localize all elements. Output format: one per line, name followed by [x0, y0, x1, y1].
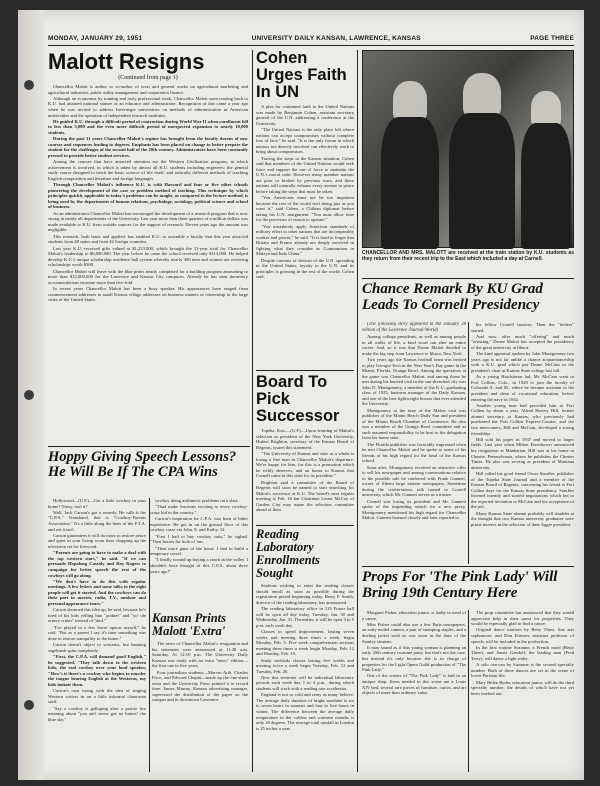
props-headline: Props For 'The Pink Lady' Will Bring 19th Century Here	[362, 569, 558, 601]
paragraph: "We don't have to do this with regular meetings. A few letters and some talks to the right people will get it started. And the cowboys can do their part in movies, radio, T.V., outdoor and personal appearance tours."	[48, 578, 146, 607]
masthead-date: MONDAY, JANUARY 29, 1951	[48, 35, 143, 42]
column-rule	[357, 50, 358, 772]
malott-body	[48, 84, 248, 303]
paragraph: "Say a cowboy is galloping after a prairie fire meaning about "you ain't never got no brains" the blue sky."	[48, 705, 146, 722]
masthead-paper: UNIVERSITY DAILY KANSAN, LAWRENCE, KANSAS	[251, 35, 421, 42]
paragraph: The kind appraisal spoken by John Montgomery two years ago is not far unlike a chance acquaintanceship with a K.U. grad which put Deane McCain in the president's chair at Kansas State college last fall.	[471, 351, 574, 373]
paragraph: his fellow Cornell trustees. Then the "feelers" started.	[471, 322, 574, 333]
binder-hole	[24, 700, 34, 710]
extra-headline: Kansan Prints Malott 'Extra'	[152, 612, 226, 638]
regents-headline: Board To Pick Successor	[256, 374, 340, 425]
paragraph: The reading laboratory office in 119 Fraser hall will be open all day today, Tuesday, Jan. 30 and Wednesday, Jan. 31. Thereafter, it will be open 3 to 5 p.m. each week day.	[256, 605, 354, 628]
paragraph: The news of Chancellor Malott's resignation and his statement were announced at 11:38 a.m. Saturday. At 12:10 p.m. The University Daily Kansan was ready with an extra "news" edition—the first one in five years.	[152, 641, 248, 669]
paragraph: Cornell was losing its president and Mr. Gannett spoke of the impending search for a new prexy. Montgomery mentioned his high regard for Chancellor Malott. Gannett listened closely and later reported to	[362, 498, 466, 521]
paragraph: Well, Jack Carson's got a remedy. He calls it the "C.P.A." Translated, that is "Cowboy-Parents Association." It's a little along the lines of the P.T.A. and yet it isn't.	[48, 509, 146, 532]
paragraph: "The United Nations is the only place left where nations can accept compromises without complete loss of face," he said. "It is the only forum in which nations too directly involved can effectively work to bring about compromises.	[256, 126, 354, 155]
paragraph: "You Americans must not be too impatient because the rest of the world isn't doing just as you want it," said Cohen, a Chilean diplomat before taking his U.N. assignment. "You must allow time for the processes of reason to operate."	[256, 195, 354, 223]
paragraph: "The University of Kansas and state as a whole is losing a fine man in Chancellor Malott's departure. We're happy for him, for this is a promotion which he richly deserves, and an honor to Kansas that Cornell came to this state for its president."	[256, 450, 354, 479]
chance-col-2	[471, 322, 574, 564]
paragraph: Among the courses that have attracted attention are the Western Civilization program, in which achievement is involved, in which is taken by almost all K.U. students including engineers; the general study course designed to teach the basic science of life itself; and radically different methods of teaching English composition and literature and foreign languages.	[48, 159, 248, 181]
hoppy-col-2	[150, 498, 248, 608]
photo-figure	[393, 81, 427, 121]
binder-hole	[24, 80, 34, 90]
regents-body	[256, 428, 354, 513]
paragraph: "You mistakenly apply American standards of military effort to other nations that are incomparably weaker and poorer," he said. "It is hard to forget that Britain and France already are deeply involved in fighting what they consider as Communism in Malaya and Indo China."	[256, 223, 354, 257]
column-rule	[468, 610, 469, 772]
paragraph: Although an economist by training and early professional work, Chancellor Malott soon coming back to K.U. had attained national stature as an educator and administrator. Recognition of this came a year ago when he was invited to address Invernegie universities on methods of administration in American universities and the operation of independent research institutes.	[48, 95, 248, 118]
paragraph: "Then more guns of the horse. I had to build a temporary corral.	[150, 545, 248, 557]
paragraph: cowboy doing arithmetic problems on a slate.	[155, 498, 239, 503]
malott-story	[48, 50, 248, 443]
hoppy-headline-box	[48, 450, 248, 496]
reading-headline: Reading Laboratory Enrollments Sought	[256, 528, 320, 580]
binding-strip	[18, 10, 44, 780]
section-rule	[362, 566, 574, 567]
paragraph: Four journalism students—Marvin Arth, Charles Price, and Edward Chapin—made up the one-sheet extra and the University Press printed it in record time. James Murray, Kansan advertising manager, supervised the distribution of the paper on the campus and in downtown Lawrence.	[152, 669, 248, 703]
paragraph: Montgomery at the time of the Malott visit was publisher of the Miami Beach Daily Sun and president of the Miami Beach Chamber of Commerce. He also was a member of the Orange Bowl committee and as such assumed responsibility to be host to the delegation from his home state.	[362, 407, 466, 441]
props-col-1	[362, 610, 466, 772]
malott-headline: Malott Resigns	[48, 50, 205, 74]
cohen-headline: Cohen Urges Faith In UN	[256, 50, 347, 101]
paragraph: Another young man had preceded him to Fort Collins by about a year, Alfred Harvey Hill, former alumni secretary at Kansas, who previously had purchased the Fort Collins Express-Courier, and the two newcomers, Hill and McCain, developed a strong friendship.	[471, 402, 574, 436]
train-station-photo	[362, 50, 574, 248]
props-headline-box	[362, 569, 574, 607]
paragraph: Among college presidents, as well as among people in all walks of life, a kind word can alter an entire career. And, so it was that Deane Malott decided to make the big step from Lawrence to Ithaca, New York.	[362, 333, 466, 356]
paragraph: Classes in speed improvement, lasting seven weeks and meeting three times a week, begin Monday, Feb. 5. Five week comprehension sections meeting three times a week begin Monday, Feb. 12 and Monday, Feb. 19.	[256, 628, 354, 657]
reading-story	[256, 528, 354, 772]
extra-body	[152, 641, 248, 703]
chance-col-1	[362, 322, 466, 564]
masthead-page: PAGE THREE	[530, 35, 574, 42]
malott-continued: (Continued from page 1)	[118, 75, 178, 81]
paragraph: The prop committee has announced that they would appreciate help in their quest for properties. They would be especially glad to find a canoe.	[471, 610, 574, 627]
paragraph: "I finally wound up buying a ranch in the valley. I shouldn't have thought of this C.P.A. about three years ago!"	[150, 557, 248, 574]
binder-hole	[24, 390, 34, 400]
cohen-body	[256, 104, 354, 280]
paragraph: "Parents are going to have to make a deal with the top western stars," he said. "If we can persuade Hopalong Cassidy and Roy Rogers to campaign for better speech the rest of the cowboys will go along.	[48, 550, 146, 578]
paragraph: Despite currents of distrust of the U.N. spreading in the United States, loyalty to the U.N. and its principles is growing in the rest of the world, Cohen said.	[256, 257, 354, 280]
props-col-2	[471, 610, 574, 772]
paragraph: In the first routine Suzanne, a French maid (Betty Thiee), and James Gandolf, the leading man (Fred Terry), will dance a light waltz.	[471, 644, 574, 661]
extra-story	[152, 612, 248, 772]
masthead	[48, 32, 574, 46]
paragraph: It may sound as if this young woman is planning an early 20th century costume party, but that's not the case, but instead it's only because she is in charge of properties for the Light Opera Guild production of "The Pink Lady."	[362, 644, 466, 673]
section-rule	[256, 370, 354, 371]
photo-figure	[381, 117, 439, 249]
paragraph: New this semester will be individual laboratory periods each week day 1 to 4 p.m., during which students will work with a reading rate accelerator.	[256, 674, 354, 692]
paragraph: Miss Fisher could also use a few Paris newspapers, an early model camera, a pair of stomping staples, and a dueling jacket such as was worn in the days of the Stanley steamer.	[362, 621, 466, 644]
paragraph: Carson's own trying with the idea of singing Western writers in on a little informal classroom stuff.	[48, 688, 146, 705]
chance-headline: Chance Remark By KU Grad Leads To Cornell Presidency	[362, 281, 543, 313]
column-rule	[468, 322, 469, 564]
paragraph: "First, the C.P.A. will demand good English," he suggested. "They talk down to the western kids, the real cowboy over your loud speaker, "How's it there's a cowboy who begins to murder the tongue hearing English at the Westerns, my kids imitate them.	[48, 654, 146, 687]
paragraph: Chancellor Malott is author or co-author of texts and general works on agricultural marketing and agricultural industries, public utility management and corporation finance.	[48, 84, 248, 95]
section-rule	[256, 525, 354, 526]
column-rule	[252, 50, 253, 772]
paragraph: Topeka, Kan.—(U.P.)—Upon learning of Malott's selection as president of the New York University, Hubert Brighton, secretary of the Kansas Board of Regents, issued this statement:	[256, 428, 354, 450]
paragraph: He guided K.U. through a difficult period of contraction during World War II when enrollment fell to less than 3,000 and the even more difficult period of unexpected expansion to nearly 10,000 students.	[48, 118, 248, 135]
paragraph: This research, both basic and applied, has enabled K.U. to assemble a faculty that this year attracted students from 48 states and from 42 foreign countries.	[48, 233, 248, 245]
newspaper-sheet	[18, 10, 584, 780]
paragraph: Last year K.U. received gifts valued at $1,233,000, which brought the 11-year total for Chancellor Malott's leadership to $6,880,000. The year before he came the school received only $113,000. He helped develop K.U.'s unique scholarship residence hall system whereby nearly 300 men and women are receiving scholarships worth $300.	[48, 245, 248, 268]
column-rule	[149, 498, 150, 772]
paragraph: Hill called his good friend Oscar Stauffer, publisher of the Topeka State Journal and a member of the Kansas Board of Regents, concerning his friend at Fort Collins days for the Kansas State presidency. Stauffer listened intently and started negotiations which led to the reported invitation to McCain and his acceptance of the job.	[471, 471, 574, 510]
paragraph: Original dance routines by Betty Thiee, fine arts sophomore, and Don Eliesser, assistant professor of speech, will be included in the production.	[471, 627, 574, 644]
paragraph: England is not so cold and rainy as many believe. The average daily duration of bright sunshine is six to seven hours in summer and four to five hours in winter. The difference between the average daily temperature in the coldest and warmest months is only 20 degrees. The average total rainfall in London is 25 inches a year.	[256, 692, 354, 731]
paragraph: Students wishing to enter the reading classes should enroll as soon as possible during the registration period beginning today, Betsy P. Smith, director of the reading laboratory, has announced.	[256, 583, 354, 605]
paragraph: Hill sold his paper in 1937 and moved to larger fields. Last year when Milton Eisenhower announced his resignation at Manhattan, Hill was at his home in Chester, Pennsylvania, where he publishes the Chester Times. He also was serving as president of Montana university.	[471, 436, 574, 470]
paragraph: Study methods classes lasting five weeks and meeting twice a week begin Tuesday, Feb. 13 and Tuesday, Feb. 20.	[256, 657, 354, 674]
paragraph: One of the scenes of "The Pink Lady" is laid in an antique shop. Items needed in this scene are a Louis XIV bed, several rare pieces of furniture, curios, and art objects of more than ordinary value.	[362, 673, 466, 696]
paragraph: Brighton said a committee of the Board of Regents will soon be named to start searching for Malott's successor at K.U. The board's next regular meeting is Feb. 16 but Chairman Lester McCoy of Garden City may name the selection committee ahead of then.	[256, 479, 354, 513]
paragraph: Carson dreamed this idea up, he said, because he's tired of his kids yelling him "podner" and "yo' ole ornery critter" instead of "dad."	[48, 607, 146, 624]
newspaper-page	[48, 32, 574, 772]
photo-figure	[449, 113, 515, 249]
regents-story	[256, 374, 354, 524]
hoppy-headline: Hoppy Giving Speech Lessons? He Will Be If The CPA Wins	[48, 450, 237, 480]
section-rule	[362, 278, 574, 279]
photo-caption: CHANCELLOR AND MRS. MALOTT are received at the train station by K.U. students as they return from their recent trip to the East which included a day at Carnell.	[362, 250, 574, 262]
paragraph: Chancellor Malott will leave with the blue prints nearly completed for a building program amounting to more than $12,000,000 for the Lawrence and Kansas City campuses. Already he has seen dormitory accommodations increase more than five-fold.	[48, 268, 248, 285]
paragraph: The Florida publisher was favorably impressed when he met Chancellor Malott and he spoke to some of his friends of his high regard for the head of the Kansas school.	[362, 441, 466, 464]
paragraph: Carson's inspiration for C.P.A. was born of bitter experience. He got in on the ground floor of this cowboy craze via John, 8, and Kathy, 12.	[150, 516, 248, 533]
paragraph: Many Kansas State alumni probably will shudder at the thought that two Kansas university graduates were prime movers in the selection of their Aggie president.	[471, 510, 574, 527]
paragraph: Carson doesn't object to westerns, but banning sagebrush spim completely.	[48, 642, 146, 653]
paragraph: "Thad make fractions exciting to every cowboy-crazy kid in the country."	[150, 504, 248, 515]
photo-figure	[531, 91, 561, 127]
hoppy-col-1	[48, 498, 146, 772]
paragraph: Hollywood—(U.P.)—Got a little cowboy in your home? Noisy, isn't it?	[48, 498, 146, 509]
paragraph: And now, after much "offering" and much "resisting," Deane Malott has accepted the presidency of the great university at Ithaca.	[471, 333, 574, 350]
photo-figure	[521, 123, 571, 249]
paragraph: "I've played in a few horse operas myself," he said. "But as a parent I say it's time something was done to restore tranquility to the home."	[48, 624, 146, 641]
paragraph: As a young Hutchinson lad, Mr. McCain went to Fort Collins, Colo., in 1929 to join the faculty of Colorado A. and M., where he became assistant to the president and dean of vocational education, before entering the navy in 1942.	[471, 374, 574, 402]
paragraph: During the past 11 years Chancellor Malott's regime has brought from the faculty dozens of new courses and sequences leading to degrees. Emphasis has been placed on change to better prepare the student for the challenges of the second half of the 20th century. Administrators have been constantly pressed to provide better student services.	[48, 136, 248, 158]
section-rule	[48, 446, 250, 447]
paragraph: In recent years Chancellor Malott has been a busy speaker. His appearances have ranged from commencement addresses to small Kansas village addresses on business matters or citizenship in the large cities of the United States.	[48, 286, 248, 303]
paragraph: A solo can-can by Suzanne is the second specialty number. Both of these dances are set in the scene of lower Parisian life.	[471, 662, 574, 679]
photo-figure	[463, 73, 501, 117]
chance-headline-box	[362, 281, 574, 319]
paragraph: Tracing the steps in the Kansas situation, Cohen said that members of the United Nations would seek force and support the use of force to maintain the U.N.'s moral code. However many member nations are poor or broken by previous wars, and these nations will naturally exhaust every avenue to peace before taking the steps that must be taken.	[256, 155, 354, 194]
paragraph: Mary Helen Ryder, education junior, will do the third specialty number, the details of which have not yet been worked out.	[471, 679, 574, 696]
paragraph: As an administrator Chancellor Malott has encouraged the development of a research program that is now strong in nearly all departments of the University. Last year more than three quarters of a million dollars was made available to K.U. from outside sources for the support of research. Eleven years ago the amount was negligible.	[48, 210, 248, 233]
paragraph: Margaret Fisher, education junior, is badly in need of a canoe.	[362, 610, 466, 621]
paragraph: "First I had to buy cowboy suits," he sighed. "Then horses for both of 'em.	[150, 533, 248, 545]
paragraph: Two years ago the Kansas football team was invited to play Georgia Tech in the New Year's Day game in the Miami, Florida, Orange Bowl. Among the spectators at the game was Chancellor Malott, and among those he met during his hurried visit in the sun-drenched city was John D. Montgomery, a member of the K.U. graduating class of 1925, business manager of the Daily Kansan, and one of the best lightweight boxers that ever attended the University.	[362, 356, 466, 407]
reading-body	[256, 583, 354, 731]
paragraph: Through Chancellor Malott's influence K.U. is with Harvard and four or five other schools pioneering the development of the case or problem method of teaching. This technique by which principles quickly applicable to today's problems can be taught, as compared to the lecture method, is being used by the departments of human relations, psychology, sociology, political science and school of business.	[48, 182, 248, 210]
paragraph: Soon after, Montgomery received an attractive offer to sell his newspaper and among conversations relative to the possible sale he conferred with Frank Gannett, owner of fifteen large eastern newspapers. Sometime during the conversation, talk turned to Cornell university, which Mr. Gannett serves as a trustee.	[362, 464, 466, 498]
chance-intro: (The following story appeared in the January 28 edition of the Lawrence Journal-World)	[362, 322, 466, 333]
paragraph: Carson guarantees it will do more to restore peace and quiet in your living room than chopping up the television set for firewood.	[48, 532, 146, 549]
paragraph: A plea for continued faith in the United Nations was made by Benjamin Cohen, assistant secretary general of the U.N. addressing a conference at the University.	[256, 104, 354, 126]
cohen-story	[256, 50, 354, 370]
